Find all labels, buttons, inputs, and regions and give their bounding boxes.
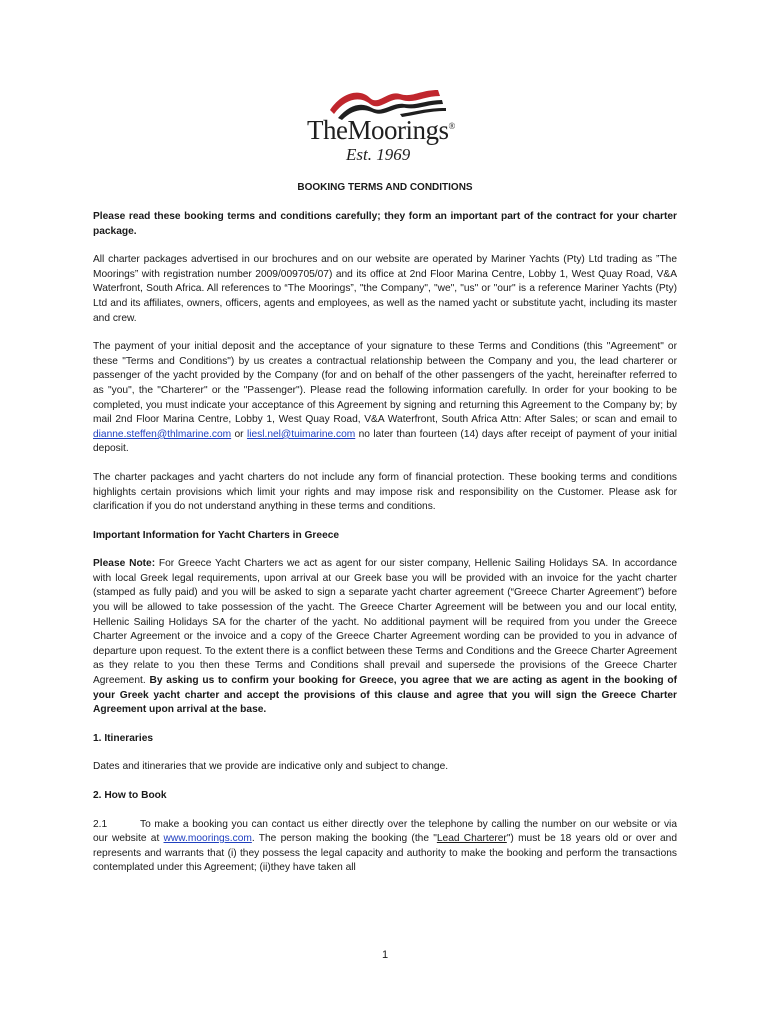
paragraph-agreement: The payment of your initial deposit and the acceptance of your signature to these Terms and Conditions (this "Agreement" or these "Terms and Conditions") by us creates a contractual relationship between the Company and you, the lead charterer or passenger of the yacht provided by the Company (for and on behalf of the other passengers of the yacht, hereinafter referred to as "you", the "Charterer" or the "Passenger"). Please read the following information carefully. In order for your booking to be completed, you must indicate your acceptance of this Agreement by signing and returning this Agreement to the Company by; by mail 2nd Floor Marina Centre, Lobby 1, West Quay Road, V&A Waterfront, South Africa Attn: After Sales; or scan and email to dianne.steffen@thlmarine.com or liesl.nel@tuimarine.com no later than fourteen (14) days after receipt of payment of your initial deposit. xyxy=(93,341,677,455)
section-1-text: Dates and itineraries that we provide are indicative only and subject to change. xyxy=(93,761,449,773)
section-1-heading: 1. Itineraries xyxy=(93,732,154,744)
greece-heading: Important Information for Yacht Charters in Greece xyxy=(93,529,340,541)
paragraph-operator: All charter packages advertised in our brochures and on our website are operated by Mariner Yachts (Pty) Ltd trading as ”The Moorings” with registration number 2009/009705/07) and its office at 2nd Floor Marina Centre, Lobby 1, West Quay Road, V&A Waterfront, South Africa. All references to “The Moorings”, "the Company", "we", "us" or "our" is a reference Mariner Yachts (Pty) Ltd and its affiliates, owners, officers, agents and employees, as well as the named yacht or substitute yacht, including its master and crew. xyxy=(93,254,677,324)
established-year: Est. 1969 xyxy=(346,145,411,164)
clause-2-1: 2.1 To make a booking you can contact us either directly over the telephone by calling the number on our website or via our website at www.moorings.com. The person making the booking (the "Lead Charterer") must be 18 years old or over and represents and warrants that (i) they possess the legal capacity and authority to make the booking and perform the transactions contemplated under this Agreement; (ii)they have taken all xyxy=(93,818,677,874)
email-link-dianne[interactable]: dianne.steffen@thlmarine.com xyxy=(93,428,232,440)
registered-mark: ® xyxy=(448,121,455,131)
paragraph-greece: Please Note: For Greece Yacht Charters we act as agent for our sister company, Hellenic Sailing Holidays SA. In accordance with local Greek legal requirements, upon arrival at our Greek base you will be provided with an invoice for the yacht charter (stamped as fully paid) and you will be asked to sign a separate yacht charter agreement (“Greece Charter Agreement”) before you will be allowed to take possession of the yacht. The Greece Charter Agreement will be between you and our local entity, Hellenic Sailing Holidays SA for the charter of the yacht. No additional payment will be required from you under the Greece Charter Agreement or the invoice and a copy of the Greece Charter Agreement wording can be provided to you in advance of departure upon request. To the extent there is a conflict between these Terms and Conditions and the Greece Charter Agreement as they relate to you then these Terms and Conditions shall prevail and supersede the provisions of the Greece Charter Agreement. By asking us to confirm your booking for Greece, you agree that we are acting as agent in the booking of your Greek yacht charter and accept the provisions of this clause and agree that you will sign the Greece Charter Agreement upon arrival at the base. xyxy=(93,558,678,716)
section-2-heading: 2. How to Book xyxy=(93,790,167,801)
website-link[interactable]: www.moorings.com xyxy=(163,833,252,845)
document-body xyxy=(93,210,677,890)
email-link-liesl[interactable]: liesl.nel@tuimarine.com xyxy=(246,428,356,440)
page-number: 1 xyxy=(381,949,389,961)
document-title: BOOKING TERMS AND CONDITIONS xyxy=(297,182,473,193)
paragraph-financial-protection: The charter packages and yacht charters do not include any form of financial protection. These booking terms and conditions highlights certain provisions which limit your rights and may impose risk and responsibility on the Customer. Please ask for clarification if you do not understand anything in these terms and conditions. xyxy=(93,471,677,513)
intro-paragraph: Please read these booking terms and conditions carefully; they form an important part of the contract for your charter package. xyxy=(93,211,677,237)
brand-name: TheMoorings® xyxy=(307,115,455,145)
